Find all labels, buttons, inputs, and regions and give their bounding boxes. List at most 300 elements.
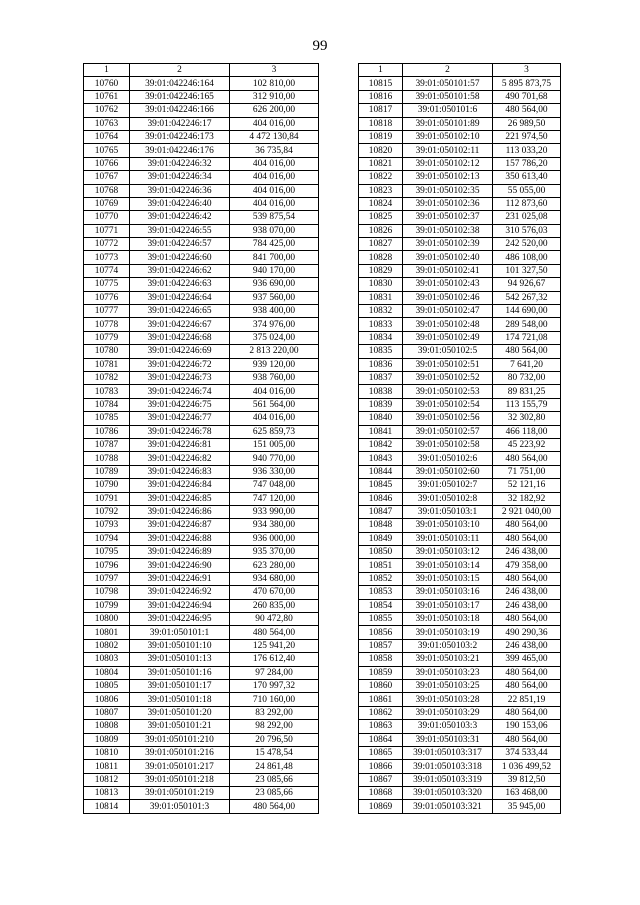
value-cell: 80 732,00	[493, 371, 561, 384]
row-number-cell: 10766	[84, 157, 130, 170]
cadastral-number-cell: 39:01:050101:58	[403, 90, 493, 103]
cadastral-number-cell: 39:01:050102:48	[403, 318, 493, 331]
table-row	[84, 613, 319, 626]
value-cell: 231 025,08	[493, 211, 561, 224]
cadastral-number-cell: 39:01:050101:3	[130, 800, 230, 813]
table-row	[84, 546, 319, 559]
cadastral-number-cell: 39:01:050103:321	[403, 800, 493, 813]
cadastral-number-cell: 39:01:050103:317	[403, 746, 493, 759]
value-cell: 480 564,00	[493, 572, 561, 585]
table-row	[84, 599, 319, 612]
row-number-cell: 10797	[84, 572, 130, 585]
table-header-row	[84, 64, 319, 77]
value-cell: 312 910,00	[230, 90, 319, 103]
row-number-cell: 10829	[359, 264, 403, 277]
value-cell: 404 016,00	[230, 184, 319, 197]
value-cell: 26 989,50	[493, 117, 561, 130]
row-number-cell: 10854	[359, 599, 403, 612]
cadastral-number-cell: 39:01:042246:89	[130, 546, 230, 559]
value-cell: 246 438,00	[493, 599, 561, 612]
value-cell: 97 284,00	[230, 666, 319, 679]
row-number-cell: 10786	[84, 425, 130, 438]
value-cell: 289 548,00	[493, 318, 561, 331]
cadastral-number-cell: 39:01:050103:16	[403, 586, 493, 599]
value-cell: 940 170,00	[230, 264, 319, 277]
table-row	[359, 613, 561, 626]
cadastral-number-cell: 39:01:050102:46	[403, 291, 493, 304]
table-row	[84, 331, 319, 344]
value-cell: 246 438,00	[493, 586, 561, 599]
value-cell: 404 016,00	[230, 197, 319, 210]
table-row	[359, 519, 561, 532]
row-number-cell: 10862	[359, 706, 403, 719]
row-number-cell: 10770	[84, 211, 130, 224]
table-row	[84, 144, 319, 157]
value-cell: 480 564,00	[493, 345, 561, 358]
row-number-cell: 10843	[359, 452, 403, 465]
table-row	[359, 586, 561, 599]
value-cell: 939 120,00	[230, 358, 319, 371]
row-number-cell: 10827	[359, 238, 403, 251]
table-row	[359, 653, 561, 666]
value-cell: 55 055,00	[493, 184, 561, 197]
table-row	[359, 572, 561, 585]
value-cell: 35 945,00	[493, 800, 561, 813]
row-number-cell: 10838	[359, 385, 403, 398]
value-cell: 101 327,50	[493, 264, 561, 277]
value-cell: 480 564,00	[493, 104, 561, 117]
cadastral-number-cell: 39:01:050101:89	[403, 117, 493, 130]
table-row	[84, 666, 319, 679]
table-row	[84, 305, 319, 318]
cadastral-number-cell: 39:01:042246:84	[130, 479, 230, 492]
row-number-cell: 10814	[84, 800, 130, 813]
table-row	[84, 224, 319, 237]
value-cell: 174 721,08	[493, 331, 561, 344]
column-header-2: 2	[130, 64, 230, 77]
table-row	[359, 90, 561, 103]
cadastral-number-cell: 39:01:050102:52	[403, 371, 493, 384]
row-number-cell: 10767	[84, 171, 130, 184]
row-number-cell: 10820	[359, 144, 403, 157]
row-number-cell: 10778	[84, 318, 130, 331]
cadastral-number-cell: 39:01:042246:63	[130, 278, 230, 291]
cadastral-number-cell: 39:01:050103:15	[403, 572, 493, 585]
value-cell: 841 700,00	[230, 251, 319, 264]
cadastral-number-cell: 39:01:050101:6	[403, 104, 493, 117]
value-cell: 1 036 499,52	[493, 760, 561, 773]
value-cell: 36 735,84	[230, 144, 319, 157]
row-number-cell: 10813	[84, 787, 130, 800]
value-cell: 23 085,66	[230, 787, 319, 800]
cadastral-number-cell: 39:01:042246:69	[130, 345, 230, 358]
cadastral-number-cell: 39:01:042246:92	[130, 586, 230, 599]
row-number-cell: 10768	[84, 184, 130, 197]
table-row	[84, 130, 319, 143]
value-cell: 784 425,00	[230, 238, 319, 251]
cadastral-number-cell: 39:01:050103:319	[403, 773, 493, 786]
cadastral-number-cell: 39:01:042246:42	[130, 211, 230, 224]
value-cell: 52 121,16	[493, 479, 561, 492]
row-number-cell: 10787	[84, 438, 130, 451]
cadastral-number-cell: 39:01:050103:28	[403, 693, 493, 706]
row-number-cell: 10852	[359, 572, 403, 585]
cadastral-number-cell: 39:01:050103:14	[403, 559, 493, 572]
cadastral-number-cell: 39:01:050102:37	[403, 211, 493, 224]
table-row	[84, 398, 319, 411]
cadastral-number-cell: 39:01:042246:83	[130, 465, 230, 478]
value-cell: 937 560,00	[230, 291, 319, 304]
table-row	[359, 760, 561, 773]
table-row	[359, 425, 561, 438]
row-number-cell: 10779	[84, 331, 130, 344]
table-row	[359, 452, 561, 465]
table-row	[84, 733, 319, 746]
value-cell: 71 751,00	[493, 465, 561, 478]
table-row	[84, 197, 319, 210]
value-cell: 480 564,00	[493, 666, 561, 679]
row-number-cell: 10856	[359, 626, 403, 639]
left-table	[83, 63, 319, 814]
row-number-cell: 10791	[84, 492, 130, 505]
cadastral-number-cell: 39:01:042246:57	[130, 238, 230, 251]
row-number-cell: 10855	[359, 613, 403, 626]
row-number-cell: 10795	[84, 546, 130, 559]
value-cell: 479 358,00	[493, 559, 561, 572]
table-row	[84, 760, 319, 773]
table-row	[359, 385, 561, 398]
table-row	[359, 599, 561, 612]
value-cell: 936 330,00	[230, 465, 319, 478]
table-row	[359, 398, 561, 411]
value-cell: 176 612,40	[230, 653, 319, 666]
row-number-cell: 10775	[84, 278, 130, 291]
row-number-cell: 10802	[84, 639, 130, 652]
cadastral-number-cell: 39:01:042246:82	[130, 452, 230, 465]
table-row	[84, 465, 319, 478]
row-number-cell: 10868	[359, 787, 403, 800]
value-cell: 32 302,80	[493, 412, 561, 425]
value-cell: 350 613,40	[493, 171, 561, 184]
cadastral-number-cell: 39:01:050101:17	[130, 679, 230, 692]
value-cell: 94 926,67	[493, 278, 561, 291]
table-row	[359, 291, 561, 304]
value-cell: 113 033,20	[493, 144, 561, 157]
cadastral-number-cell: 39:01:050101:219	[130, 787, 230, 800]
cadastral-number-cell: 39:01:050102:6	[403, 452, 493, 465]
table-row	[359, 666, 561, 679]
cadastral-number-cell: 39:01:050102:38	[403, 224, 493, 237]
row-number-cell: 10812	[84, 773, 130, 786]
cadastral-number-cell: 39:01:050102:36	[403, 197, 493, 210]
cadastral-number-cell: 39:01:042246:55	[130, 224, 230, 237]
table-row	[359, 559, 561, 572]
cadastral-number-cell: 39:01:042246:65	[130, 305, 230, 318]
row-number-cell: 10821	[359, 157, 403, 170]
cadastral-number-cell: 39:01:050103:1	[403, 505, 493, 518]
value-cell: 404 016,00	[230, 385, 319, 398]
value-cell: 480 564,00	[230, 800, 319, 813]
table-row	[84, 184, 319, 197]
value-cell: 246 438,00	[493, 546, 561, 559]
row-number-cell: 10851	[359, 559, 403, 572]
table-row	[84, 211, 319, 224]
row-number-cell: 10857	[359, 639, 403, 652]
row-number-cell: 10833	[359, 318, 403, 331]
table-row	[359, 144, 561, 157]
table-row	[359, 479, 561, 492]
row-number-cell: 10826	[359, 224, 403, 237]
row-number-cell: 10819	[359, 130, 403, 143]
row-number-cell: 10801	[84, 626, 130, 639]
row-number-cell: 10777	[84, 305, 130, 318]
cadastral-number-cell: 39:01:050103:21	[403, 653, 493, 666]
cadastral-number-cell: 39:01:050102:49	[403, 331, 493, 344]
row-number-cell: 10828	[359, 251, 403, 264]
table-row	[359, 117, 561, 130]
value-cell: 480 564,00	[493, 679, 561, 692]
cadastral-number-cell: 39:01:050102:57	[403, 425, 493, 438]
value-cell: 470 670,00	[230, 586, 319, 599]
row-number-cell: 10866	[359, 760, 403, 773]
row-number-cell: 10859	[359, 666, 403, 679]
value-cell: 163 468,00	[493, 787, 561, 800]
value-cell: 938 070,00	[230, 224, 319, 237]
table-row	[84, 345, 319, 358]
row-number-cell: 10793	[84, 519, 130, 532]
value-cell: 157 786,20	[493, 157, 561, 170]
value-cell: 260 835,00	[230, 599, 319, 612]
row-number-cell: 10785	[84, 412, 130, 425]
cadastral-number-cell: 39:01:050103:2	[403, 639, 493, 652]
row-number-cell: 10865	[359, 746, 403, 759]
table-row	[84, 318, 319, 331]
cadastral-number-cell: 39:01:050102:39	[403, 238, 493, 251]
cadastral-number-cell: 39:01:050102:47	[403, 305, 493, 318]
cadastral-number-cell: 39:01:050101:13	[130, 653, 230, 666]
cadastral-number-cell: 39:01:050102:13	[403, 171, 493, 184]
cadastral-number-cell: 39:01:042246:81	[130, 438, 230, 451]
table-row	[359, 706, 561, 719]
cadastral-number-cell: 39:01:050101:20	[130, 706, 230, 719]
value-cell: 113 155,79	[493, 398, 561, 411]
row-number-cell: 10780	[84, 345, 130, 358]
cadastral-number-cell: 39:01:050103:11	[403, 532, 493, 545]
value-cell: 480 564,00	[493, 706, 561, 719]
cadastral-number-cell: 39:01:042246:88	[130, 532, 230, 545]
table-row	[359, 371, 561, 384]
row-number-cell: 10804	[84, 666, 130, 679]
table-row	[359, 679, 561, 692]
cadastral-number-cell: 39:01:050102:10	[403, 130, 493, 143]
table-row	[359, 157, 561, 170]
row-number-cell: 10788	[84, 452, 130, 465]
cadastral-number-cell: 39:01:050103:10	[403, 519, 493, 532]
value-cell: 625 859,73	[230, 425, 319, 438]
row-number-cell: 10849	[359, 532, 403, 545]
cadastral-number-cell: 39:01:050103:12	[403, 546, 493, 559]
cadastral-number-cell: 39:01:050103:29	[403, 706, 493, 719]
cadastral-number-cell: 39:01:050102:51	[403, 358, 493, 371]
cadastral-number-cell: 39:01:050103:3	[403, 720, 493, 733]
cadastral-number-cell: 39:01:042246:36	[130, 184, 230, 197]
cadastral-number-cell: 39:01:050102:53	[403, 385, 493, 398]
row-number-cell: 10784	[84, 398, 130, 411]
row-number-cell: 10800	[84, 613, 130, 626]
value-cell: 310 576,03	[493, 224, 561, 237]
row-number-cell: 10864	[359, 733, 403, 746]
table-row	[359, 639, 561, 652]
cadastral-number-cell: 39:01:042246:73	[130, 371, 230, 384]
cadastral-number-cell: 39:01:050102:11	[403, 144, 493, 157]
row-number-cell: 10845	[359, 479, 403, 492]
cadastral-number-cell: 39:01:042246:85	[130, 492, 230, 505]
row-number-cell: 10830	[359, 278, 403, 291]
cadastral-number-cell: 39:01:042246:60	[130, 251, 230, 264]
table-row	[84, 505, 319, 518]
row-number-cell: 10842	[359, 438, 403, 451]
cadastral-number-cell: 39:01:042246:62	[130, 264, 230, 277]
row-number-cell: 10773	[84, 251, 130, 264]
row-number-cell: 10762	[84, 104, 130, 117]
column-header-1: 1	[84, 64, 130, 77]
row-number-cell: 10825	[359, 211, 403, 224]
cadastral-number-cell: 39:01:050103:25	[403, 679, 493, 692]
value-cell: 490 701,68	[493, 90, 561, 103]
value-cell: 24 861,48	[230, 760, 319, 773]
row-number-cell: 10806	[84, 693, 130, 706]
cadastral-number-cell: 39:01:042246:95	[130, 613, 230, 626]
table-row	[84, 746, 319, 759]
table-row	[84, 77, 319, 90]
cadastral-number-cell: 39:01:042246:17	[130, 117, 230, 130]
value-cell: 22 851,19	[493, 693, 561, 706]
page-number: 99	[312, 38, 328, 54]
value-cell: 747 120,00	[230, 492, 319, 505]
table-row	[359, 224, 561, 237]
cadastral-number-cell: 39:01:042246:87	[130, 519, 230, 532]
value-cell: 710 160,00	[230, 693, 319, 706]
table-row	[359, 720, 561, 733]
table-row	[84, 559, 319, 572]
value-cell: 90 472,80	[230, 613, 319, 626]
row-number-cell: 10853	[359, 586, 403, 599]
cadastral-number-cell: 39:01:050101:57	[403, 77, 493, 90]
cadastral-number-cell: 39:01:050102:8	[403, 492, 493, 505]
table-row	[359, 345, 561, 358]
table-row	[84, 572, 319, 585]
table-row	[84, 586, 319, 599]
table-row	[359, 211, 561, 224]
cadastral-number-cell: 39:01:042246:94	[130, 599, 230, 612]
row-number-cell: 10823	[359, 184, 403, 197]
value-cell: 933 990,00	[230, 505, 319, 518]
row-number-cell: 10798	[84, 586, 130, 599]
value-cell: 480 564,00	[493, 613, 561, 626]
cadastral-number-cell: 39:01:050102:7	[403, 479, 493, 492]
cadastral-number-cell: 39:01:042246:72	[130, 358, 230, 371]
cadastral-number-cell: 39:01:050102:60	[403, 465, 493, 478]
cadastral-number-cell: 39:01:042246:34	[130, 171, 230, 184]
table-row	[84, 157, 319, 170]
value-cell: 144 690,00	[493, 305, 561, 318]
column-header-1: 1	[359, 64, 403, 77]
table-row	[359, 130, 561, 143]
row-number-cell: 10816	[359, 90, 403, 103]
row-number-cell: 10792	[84, 505, 130, 518]
table-row	[359, 505, 561, 518]
value-cell: 936 690,00	[230, 278, 319, 291]
value-cell: 539 875,54	[230, 211, 319, 224]
column-header-3: 3	[493, 64, 561, 77]
cadastral-number-cell: 39:01:050102:56	[403, 412, 493, 425]
table-row	[84, 104, 319, 117]
cadastral-number-cell: 39:01:050101:217	[130, 760, 230, 773]
row-number-cell: 10822	[359, 171, 403, 184]
row-number-cell: 10761	[84, 90, 130, 103]
value-cell: 404 016,00	[230, 412, 319, 425]
value-cell: 938 760,00	[230, 371, 319, 384]
cadastral-number-cell: 39:01:050102:54	[403, 398, 493, 411]
table-row	[84, 371, 319, 384]
cadastral-number-cell: 39:01:042246:90	[130, 559, 230, 572]
value-cell: 170 997,32	[230, 679, 319, 692]
table-row	[84, 385, 319, 398]
cadastral-number-cell: 39:01:050101:218	[130, 773, 230, 786]
table-row	[359, 238, 561, 251]
value-cell: 404 016,00	[230, 171, 319, 184]
value-cell: 747 048,00	[230, 479, 319, 492]
cadastral-number-cell: 39:01:042246:176	[130, 144, 230, 157]
table-row	[84, 639, 319, 652]
cadastral-number-cell: 39:01:050102:58	[403, 438, 493, 451]
row-number-cell: 10837	[359, 371, 403, 384]
value-cell: 399 465,00	[493, 653, 561, 666]
table-row	[84, 251, 319, 264]
value-cell: 2 921 040,00	[493, 505, 561, 518]
value-cell: 32 182,92	[493, 492, 561, 505]
row-number-cell: 10835	[359, 345, 403, 358]
table-row	[359, 746, 561, 759]
cadastral-number-cell: 39:01:050102:12	[403, 157, 493, 170]
value-cell: 89 831,25	[493, 385, 561, 398]
value-cell: 561 564,00	[230, 398, 319, 411]
row-number-cell: 10817	[359, 104, 403, 117]
value-cell: 45 223,92	[493, 438, 561, 451]
table-row	[359, 184, 561, 197]
table-row	[359, 492, 561, 505]
value-cell: 83 292,00	[230, 706, 319, 719]
value-cell: 125 941,20	[230, 639, 319, 652]
row-number-cell: 10790	[84, 479, 130, 492]
cadastral-number-cell: 39:01:042246:32	[130, 157, 230, 170]
row-number-cell: 10774	[84, 264, 130, 277]
value-cell: 490 290,36	[493, 626, 561, 639]
row-number-cell: 10850	[359, 546, 403, 559]
value-cell: 935 370,00	[230, 546, 319, 559]
row-number-cell: 10839	[359, 398, 403, 411]
table-row	[84, 626, 319, 639]
row-number-cell: 10860	[359, 679, 403, 692]
cadastral-number-cell: 39:01:042246:68	[130, 331, 230, 344]
value-cell: 480 564,00	[493, 532, 561, 545]
row-number-cell: 10834	[359, 331, 403, 344]
table-row	[359, 264, 561, 277]
row-number-cell: 10808	[84, 720, 130, 733]
table-row	[84, 425, 319, 438]
cadastral-number-cell: 39:01:050101:210	[130, 733, 230, 746]
table-row	[359, 358, 561, 371]
